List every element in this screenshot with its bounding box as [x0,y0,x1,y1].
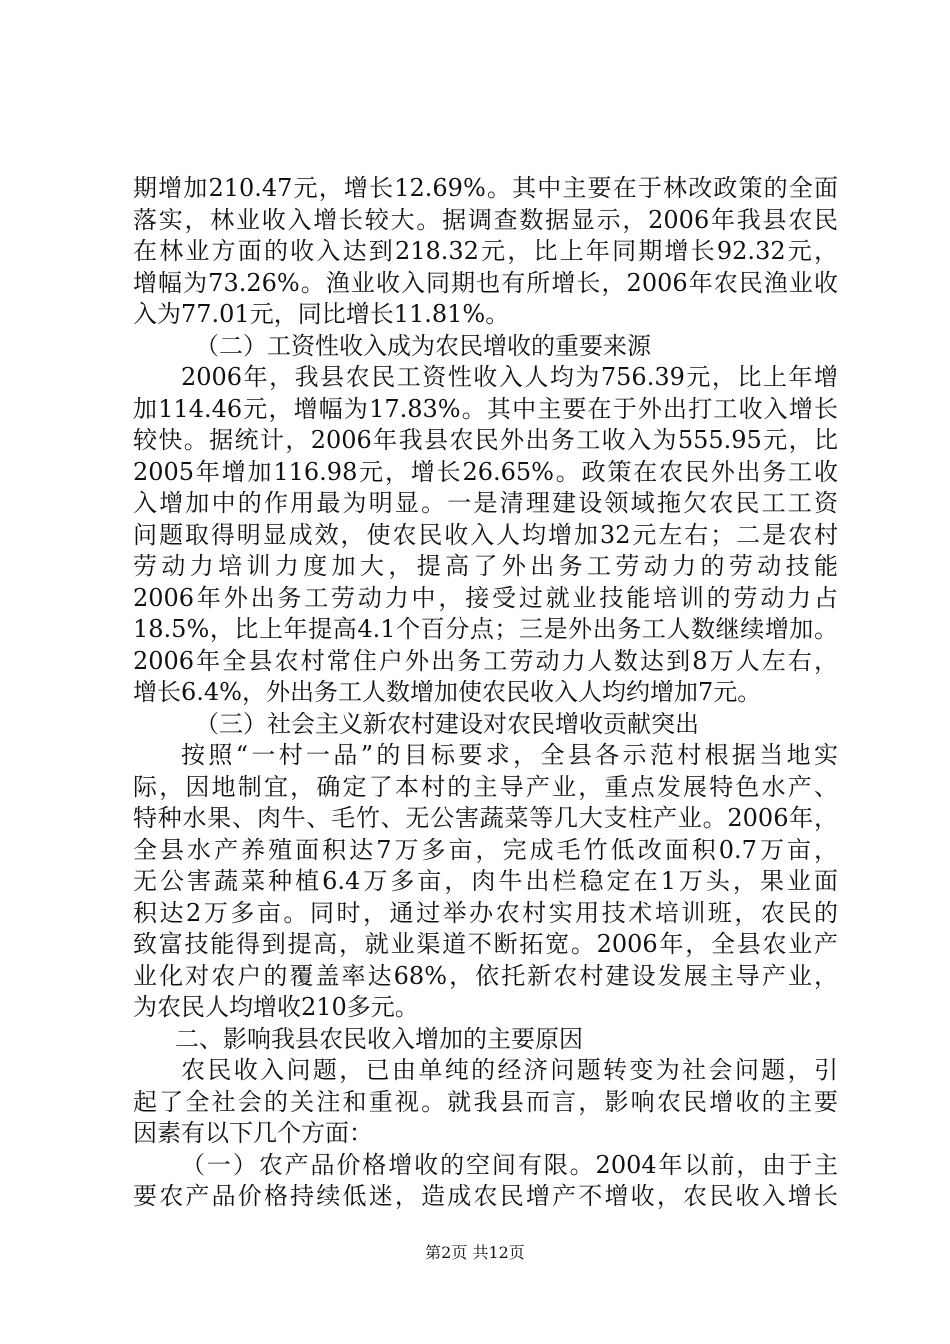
body-line: 2006年全县农村常住户外出务工劳动力人数达到8万人左右， [133,646,838,675]
body-line: 积达2万多亩。同时，通过举办农村实用技术培训班，农民的 [133,898,838,927]
body-line: 致富技能得到提高，就业渠道不断拓宽。2006年，全县农业产 [133,930,838,958]
body-line: 劳动力培训力度加大，提高了外出务工劳动力的劳动技能 [133,552,838,580]
body-line: 入为77.01元，同比增长11.81%。 [133,300,510,328]
body-line: 问题取得明显成效，使农民收入人均增加32元左右；二是农村 [133,520,838,549]
body-line: 落实，林业收入增长较大。据调查数据显示，2006年我县农民 [133,205,838,234]
body-line: 无公害蔬菜种植6.4万多亩，肉牛出栏稳定在1万头，果业面 [133,867,838,895]
body-line: 要农产品价格持续低迷，造成农民增产不增收，农民收入增长 [133,1182,838,1210]
body-line: 全县水产养殖面积达7万多亩，完成毛竹低改面积0.7万亩， [133,835,838,864]
section-heading: 二、影响我县农民收入增加的主要原因 [175,1024,583,1053]
body-line: 较快。据统计，2006年我县农民外出务工收入为555.95元，比 [133,426,838,454]
document-body [133,173,838,1213]
page-number-footer: 第2页 共12页 [425,1243,525,1262]
body-line: 为农民人均增收210多元。 [133,993,419,1021]
body-line: 因素有以下几个方面： [133,1119,373,1147]
body-line: 2006年外出务工劳动力中，接受过就业技能培训的劳动力占 [133,583,838,612]
body-line: 增幅为73.26%。渔业收入同期也有所增长，2006年农民渔业收 [133,268,838,297]
body-line: 农民收入问题，已由单纯的经济问题转变为社会问题，引 [181,1056,838,1084]
body-line: （一）农产品价格增收的空间有限。2004年以前，由于主 [181,1150,838,1179]
section-heading: （三）社会主义新农村建设对农民增收贡献突出 [195,709,699,738]
body-line: 起了全社会的关注和重视。就我县而言，影响农民增收的主要 [133,1087,838,1116]
body-line: 18.5%，比上年提高4.1个百分点；三是外出务工人数继续增加。 [133,615,838,643]
body-line: 特种水果、肉牛、毛竹、无公害蔬菜等几大支柱产业。2006年， [133,804,838,832]
body-line: 业化对农户的覆盖率达68%，依托新农村建设发展主导产业， [133,961,838,990]
body-line: 2006年，我县农民工资性收入人均为756.39元，比上年增 [181,363,838,391]
body-line: 在林业方面的收入达到218.32元，比上年同期增长92.32元， [133,237,838,265]
body-line: 入增加中的作用最为明显。一是清理建设领域拖欠农民工工资 [133,489,838,517]
body-line: 期增加210.47元，增长12.69%。其中主要在于林改政策的全面 [133,174,838,202]
body-line: 际，因地制宜，确定了本村的主导产业，重点发展特色水产、 [133,772,838,801]
body-line: 按照“一村一品”的目标要求，全县各示范村根据当地实 [181,741,838,769]
body-line: 增长6.4%，外出务工人数增加使农民收入人均约增加7元。 [133,678,762,706]
body-line: 加114.46元，增幅为17.83%。其中主要在于外出打工收入增长 [133,394,838,423]
body-line: 2005年增加116.98元，增长26.65%。政策在农民外出务工收 [133,457,838,486]
section-heading: （二）工资性收入成为农民增收的重要来源 [195,331,651,360]
